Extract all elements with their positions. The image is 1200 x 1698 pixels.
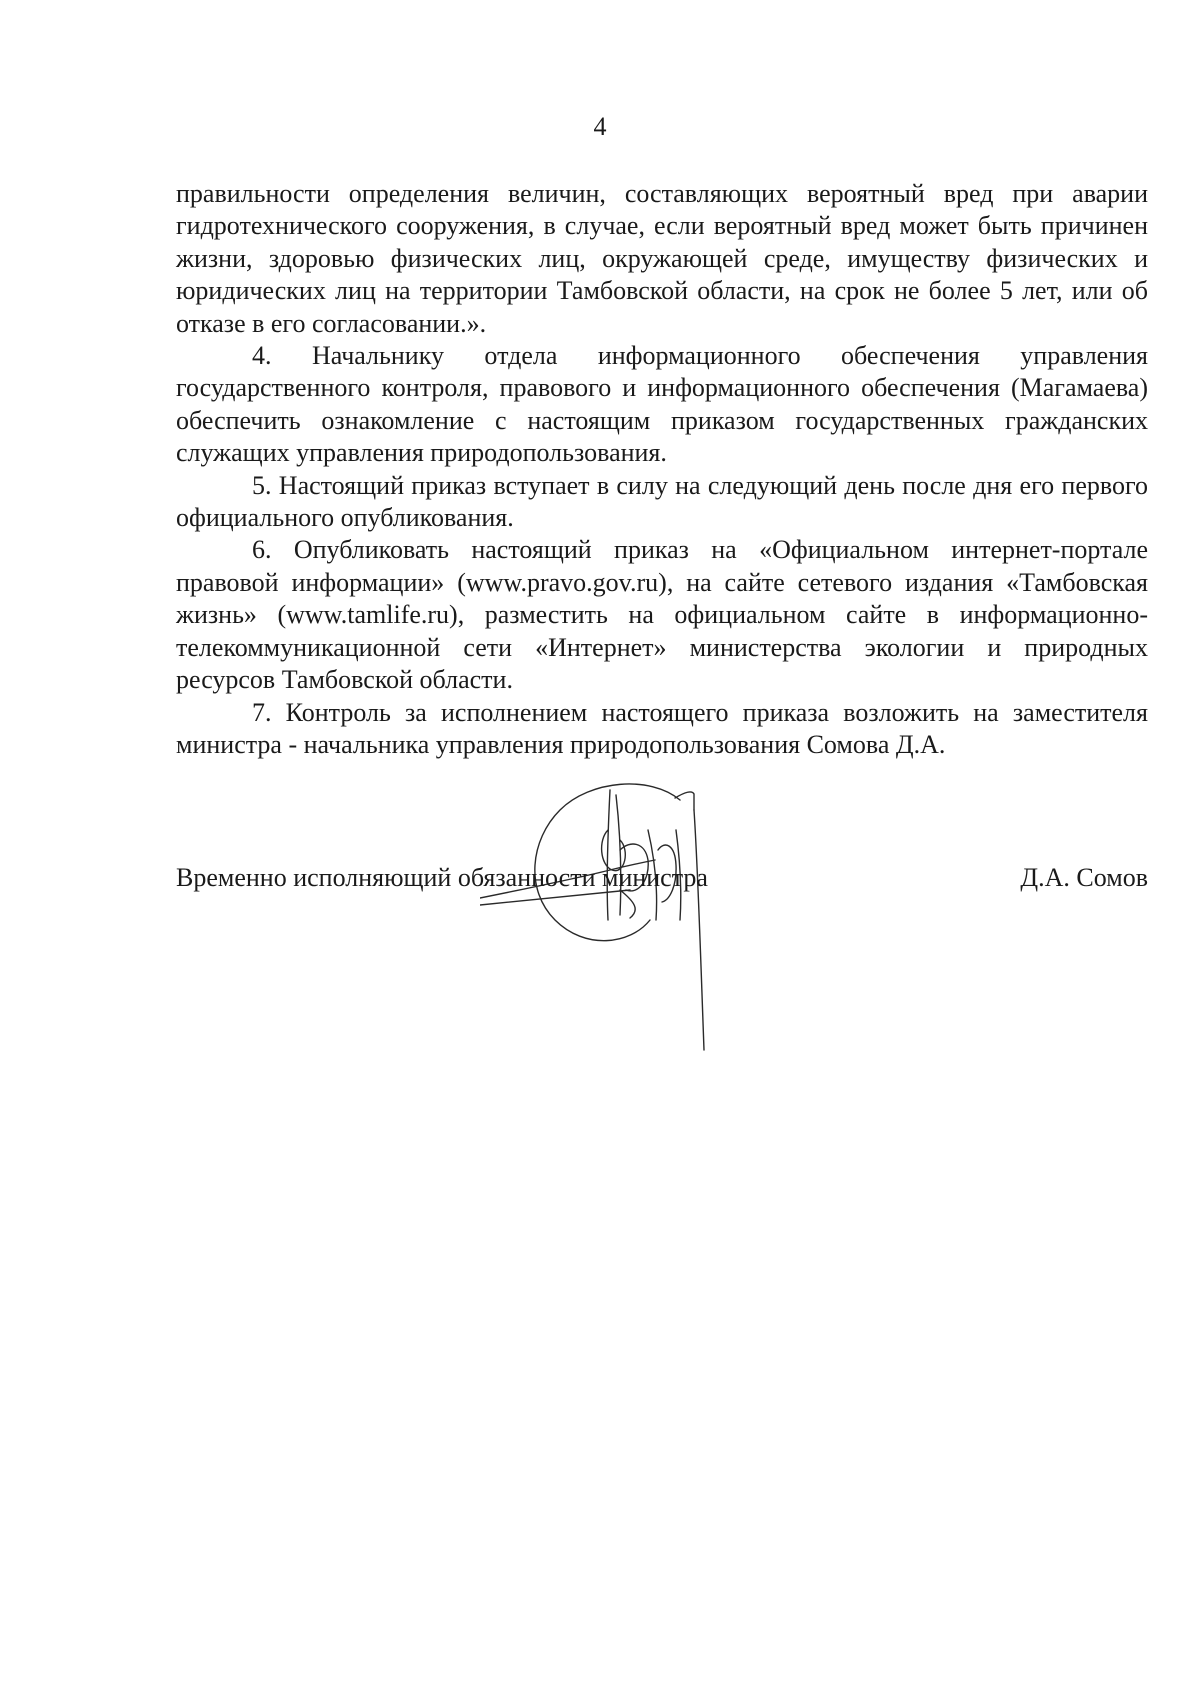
paragraph-item-6: 6. Опубликовать настоящий приказ на «Официальном интернет-портале правовой информации» (www.pravo.gov.ru), на сайте сетевого издания «Тамбовская жизнь» (www.tamlife.ru), разместить на официальном сайте в информационно-телекоммуникационной сети «Интернет» министерства экологии и природных ресурсов Тамбовской области. — [176, 535, 1148, 695]
paragraph-item-5: 5. Настоящий приказ вступает в силу на следующий день после дня его первого официального опубликования. — [176, 470, 1148, 533]
document-body — [176, 178, 1148, 761]
paragraph-item-7: 7. Контроль за исполнением настоящего приказа возложить на заместителя министра - начальника управления природопользования Сомова Д.А. — [176, 697, 1148, 759]
handwritten-signature-icon — [480, 770, 760, 1070]
page-number: 4 — [593, 112, 607, 141]
paragraph-continuation: правильности определения величин, составляющих вероятный вред при аварии гидротехнического сооружения, в случае, если вероятный вред может быть причинен жизни, здоровью физических лиц, окружающей среде, имуществу физических и юридических лиц на территории Тамбовской области, на срок не более 5 лет, или об отказе в его согласовании.». — [176, 179, 1148, 338]
paragraph-item-4: 4. Начальнику отдела информационного обеспечения управления государственного контроля, правового и информационного обеспечения (Магамаева) обеспечить ознакомление с настоящим приказом государственных гражданских служащих управления природопользования. — [176, 341, 1148, 468]
signatory-name: Д.А. Сомов — [1020, 863, 1148, 892]
signatory-title: Временно исполняющий обязанности министра — [176, 863, 708, 892]
